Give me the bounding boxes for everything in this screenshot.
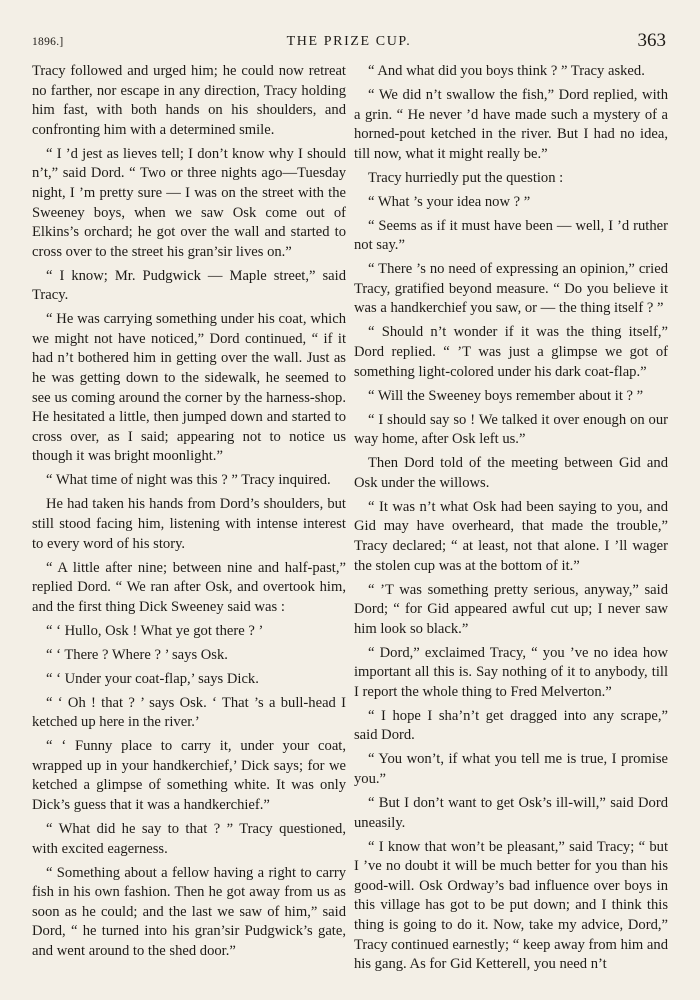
paragraph: “ Seems as if it must have been — well, I ’d ruther not say.”: [354, 217, 668, 254]
paragraph: “ You won’t, if what you tell me is true, I promise you.”: [354, 751, 668, 788]
header-title: THE PRIZE CUP.: [286, 34, 412, 49]
paragraph: “ What did he say to that ? ” Tracy questioned, with excited eagerness.: [32, 821, 346, 857]
paragraph: “ We did n’t swallow the fish,” Dord replied, with a grin. “ He never ’d have made such a mystery of a horned-pout ketched in the river. But I had no idea, till now, what it might really be.”: [354, 86, 668, 162]
left-column: [32, 62, 346, 966]
paragraph: “ ‘ Oh ! that ? ’ says Osk. ‘ That ’s a bull-head I ketched up here in the river.’: [32, 694, 346, 731]
paragraph: “ I hope I sha’n’t get dragged into any scrape,” said Dord.: [354, 707, 668, 744]
page-number: 363: [637, 30, 666, 51]
paragraph: “ I know that won’t be pleasant,” said Tracy; “ but I ’ve no doubt it will be much better for you than his good-will. Osk Ordway’s bad influence over boys in this village has got to be put down; and I think this thing is going to do it. Now, take my advice, Dord,” Tracy continued earnestly; “ keep away from him and his gang. As for Gid Ketterell, you need n’t: [354, 838, 668, 973]
paragraph: “ ‘ Under your coat-flap,’ says Dick.: [46, 670, 259, 687]
paragraph: He had taken his hands from Dord’s shoulders, but still stood facing him, listening with intense interest to every word of his story.: [32, 496, 346, 552]
paragraph: “ I ’d jest as lieves tell; I don’t know why I should n’t,” said Dord. “ Two or three nights ago—Tuesday night, I ’m pretty sure — I was on the street with the Sweeney boys, when we saw Osk come out of Elkins’s orchard; he got over the wall and started to cross over to the street his gran’sir lives on.”: [32, 145, 346, 260]
paragraph: Tracy hurriedly put the question :: [368, 169, 564, 186]
paragraph: “ ‘ Hullo, Osk ! What ye got there ? ’: [46, 622, 264, 639]
paragraph: “ ’T was something pretty serious, anyway,” said Dord; “ for Gid appeared awful cut up; I never saw him look so black.”: [354, 581, 668, 637]
paragraph: “ ‘ Funny place to carry it, under your coat, wrapped up in your handkerchief,’ Dick says; for we ketched a glimpse of something white. It was only Dick’s guess that it was a handkerchief.”: [32, 738, 346, 814]
paragraph: “ Should n’t wonder if it was the thing itself,” Dord replied. “ ’T was just a glimpse we got of something light-colored under his dark coat-flap.”: [354, 324, 668, 380]
paragraph: “ ‘ There ? Where ? ’ says Osk.: [46, 646, 228, 663]
paragraph: “ What time of night was this ? ” Tracy inquired.: [46, 472, 331, 489]
paragraph: “ What ’s your idea now ? ”: [368, 193, 531, 210]
paragraph: “ He was carrying something under his coat, which we might not have noticed,” Dord continued, “ if it had n’t bothered him in getting over the wall. Just as he was getting down to the sidewalk, he seemed to see us coming around the corner by the harness-shop. He hesitated a little, then jumped down and started to cross over, as I said; appearing not to notice us though it was bright moonlight.”: [32, 311, 346, 465]
paragraph: “ I should say so ! We talked it over enough on our way home, after Osk left us.”: [354, 411, 668, 448]
paragraph: Tracy followed and urged him; he could now retreat no farther, nor escape in any direction, Tracy holding him fast, with both hands on his shoulders, and confronting him with a determined smile.: [32, 63, 346, 138]
paragraph: “ Dord,” exclaimed Tracy, “ you ’ve no idea how important all this is. Say nothing of it to anybody, till I report the whole thing to Fred Melverton.”: [354, 644, 668, 700]
paragraph: “ A little after nine; between nine and half-past,” replied Dord. “ We ran after Osk, and overtook him, and the first thing Dick Sweeney said was :: [32, 559, 346, 615]
paragraph: “ But I don’t want to get Osk’s ill-will,” said Dord uneasily.: [354, 795, 668, 831]
paragraph: Then Dord told of the meeting between Gid and Osk under the willows.: [354, 455, 668, 491]
paragraph: “ Something about a fellow having a right to carry fish in his own fashion. Then he got away from us as soon as he could; and the last we saw of him,” said Dord, “ he turned into his gran’sir Pudgwick’s gate, and went around to the shed door.”: [32, 864, 346, 960]
paragraph: “ There ’s no need of expressing an opinion,” cried Tracy, gratified beyond measure. “ Do you believe it was a handkerchief you saw, or — the thing itself ? ”: [354, 261, 668, 317]
paragraph: “ I know; Mr. Pudgwick — Maple street,” said Tracy.: [32, 267, 346, 304]
paragraph: “ Will the Sweeney boys remember about it ? ”: [368, 387, 644, 404]
paragraph: “ It was n’t what Osk had been saying to you, and Gid may have overheard, that made the trouble,” Tracy declared; “ at least, not that alone. I ’ll wager the stolen cup was at the bottom of it.”: [354, 498, 668, 574]
header-date: 1896.]: [32, 36, 64, 48]
paragraph: “ And what did you boys think ? ” Tracy asked.: [368, 63, 645, 79]
right-column: [354, 62, 668, 979]
running-head: [32, 30, 666, 60]
